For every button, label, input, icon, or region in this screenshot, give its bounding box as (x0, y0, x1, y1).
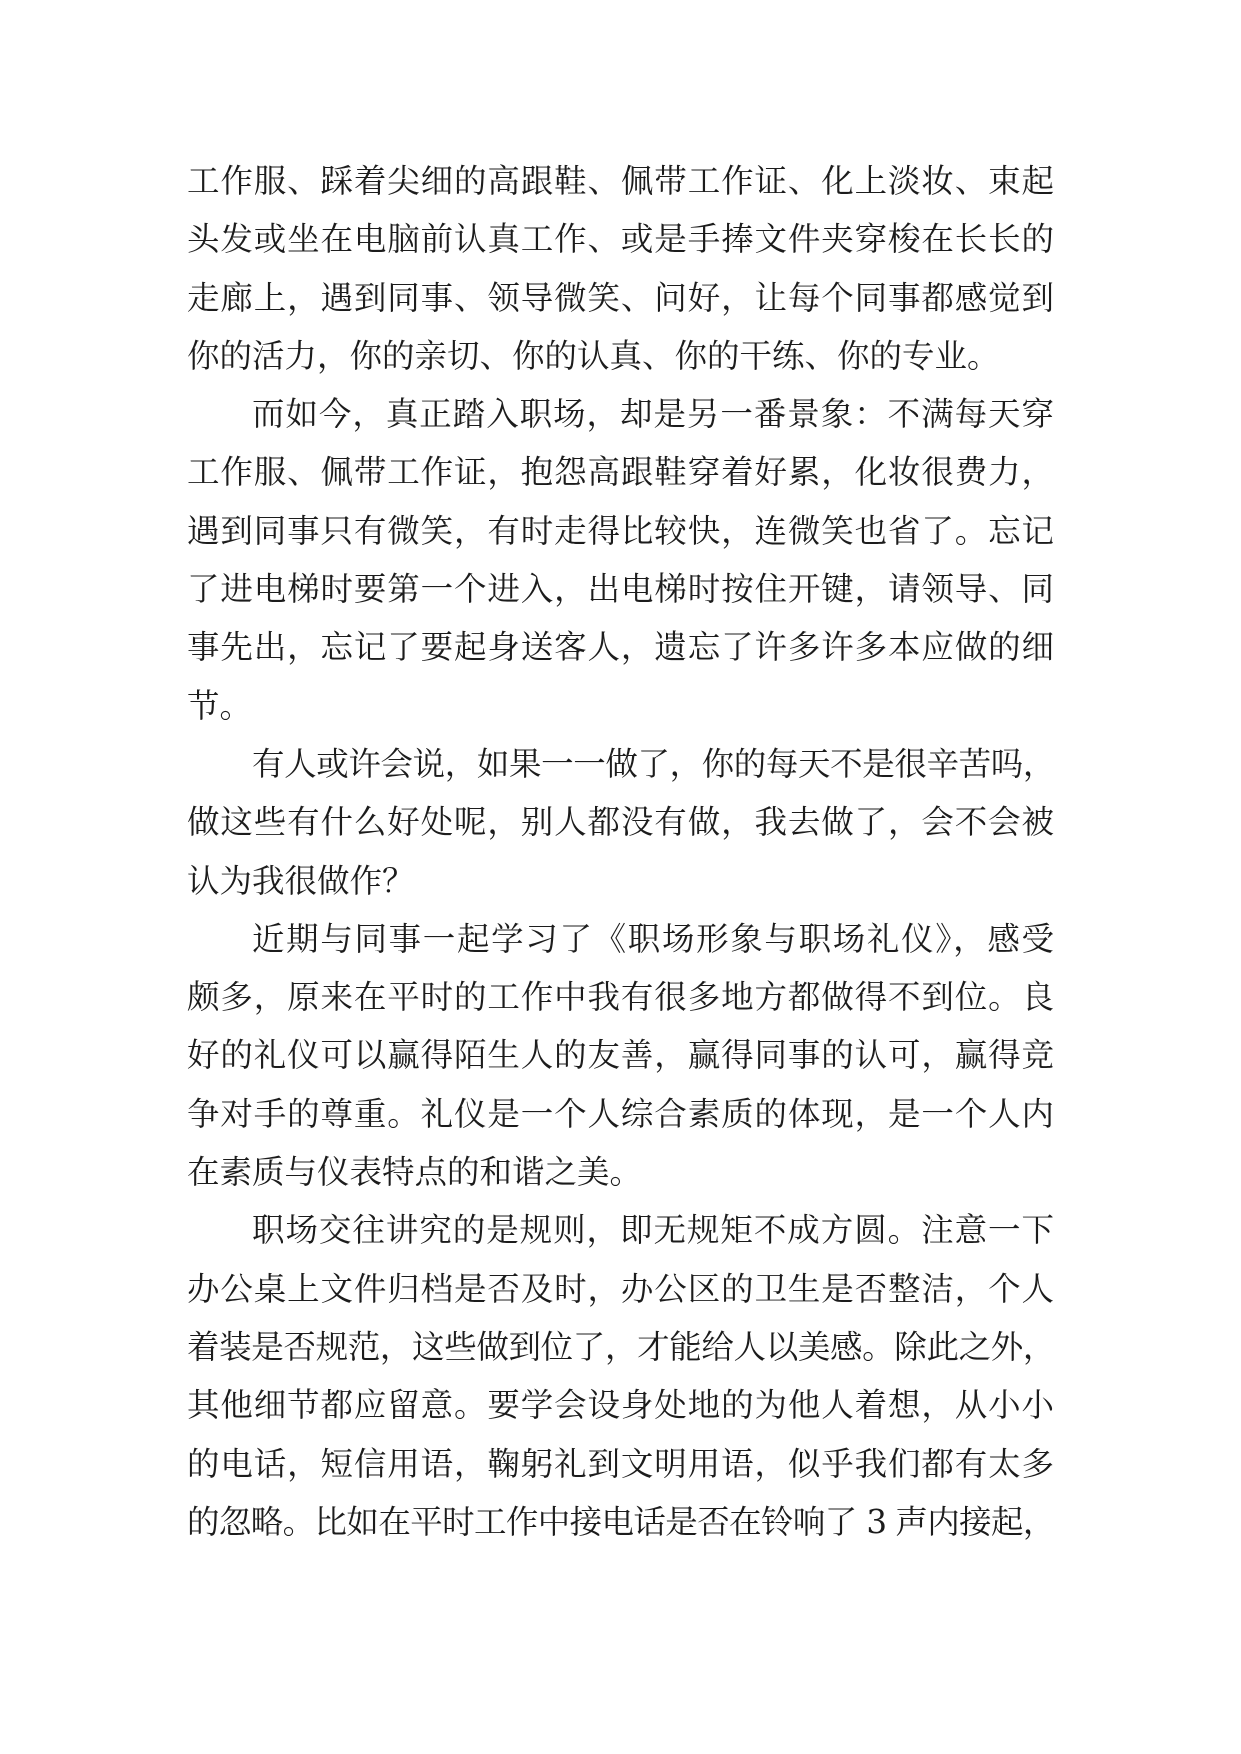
text-line: 头发或坐在电脑前认真工作、或是手捧文件夹穿梭在长长的 (187, 220, 1054, 259)
text-line: 颇多，原来在平时的工作中我有很多地方都做得不到位。良 (187, 978, 1054, 1017)
paragraph (187, 385, 1054, 735)
text-line: 做这些有什么好处呢，别人都没有做，我去做了，会不会被 (187, 803, 1054, 842)
text-line: 了进电梯时要第一个进入，出电梯时按住开键，请领导、同 (187, 570, 1054, 609)
text-line: 其他细节都应留意。要学会设身处地的为他人着想，从小小 (187, 1386, 1054, 1425)
text-line: 办公桌上文件归档是否及时，办公区的卫生是否整洁，个人 (187, 1269, 1054, 1308)
text-line: 工作服、踩着尖细的高跟鞋、佩带工作证、化上淡妆、束起 (187, 162, 1054, 200)
text-line: 着装是否规范，这些做到位了，才能给人以美感。除此之外， (187, 1327, 1054, 1366)
text-line: 在素质与仪表特点的和谐之美。 (187, 1153, 643, 1192)
text-line: 的电话，短信用语，鞠躬礼到文明用语，似乎我们都有太多 (187, 1444, 1054, 1483)
text-line: 遇到同事只有微笑，有时走得比较快，连微笑也省了。忘记 (187, 511, 1054, 550)
text-line: 好的礼仪可以赢得陌生人的友善，赢得同事的认可，赢得竞 (187, 1036, 1054, 1075)
text-line: 事先出，忘记了要起身送客人，遗忘了许多许多本应做的细 (187, 628, 1054, 667)
text-line: 有人或许会说，如果一一做了，你的每天不是很辛苦吗， (252, 744, 1054, 783)
text-line: 的忽略。比如在平时工作中接电话是否在铃响了 3 声内接起， (187, 1502, 1054, 1541)
document-body (187, 152, 1054, 1551)
text-line: 认为我很做作？ (187, 861, 415, 900)
paragraph (187, 910, 1054, 1201)
text-line: 职场交往讲究的是规则，即无规矩不成方圆。注意一下 (252, 1211, 1054, 1250)
text-line: 近期与同事一起学习了《职场形象与职场礼仪》，感受 (252, 919, 1054, 958)
text-line: 而如今，真正踏入职场，却是另一番景象：不满每天穿 (252, 395, 1054, 434)
paragraph (187, 152, 1054, 385)
text-line: 争对手的尊重。礼仪是一个人综合素质的体现，是一个人内 (187, 1094, 1054, 1133)
paragraph (187, 735, 1054, 910)
text-line: 节。 (187, 686, 253, 725)
text-line: 你的活力，你的亲切、你的认真、你的干练、你的专业。 (187, 336, 1000, 375)
text-line: 走廊上，遇到同事、领导微笑、问好，让每个同事都感觉到 (187, 278, 1054, 317)
paragraph (187, 1201, 1054, 1551)
text-line: 工作服、佩带工作证，抱怨高跟鞋穿着好累，化妆很费力， (187, 453, 1054, 492)
